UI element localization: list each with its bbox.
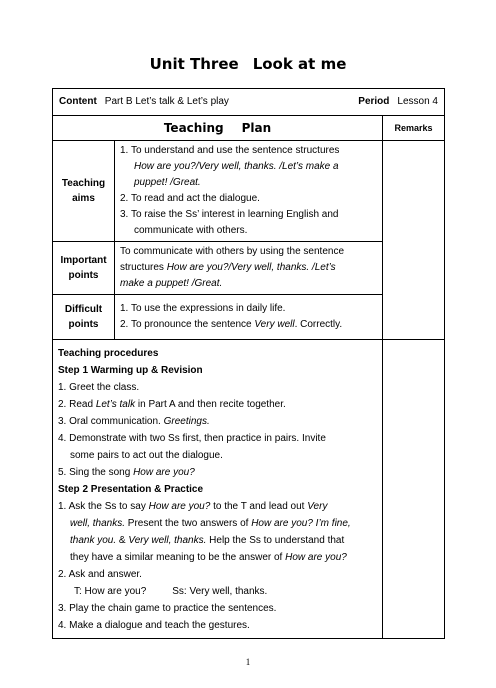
page-number: 1 — [245, 657, 251, 667]
aim-1c: puppet! /Great. — [134, 177, 201, 188]
important-line-2 — [120, 260, 378, 276]
difficult-content — [115, 295, 383, 340]
s2-1i: & — [116, 535, 129, 546]
step2-item-1c — [58, 532, 378, 549]
content-label: Content — [59, 96, 97, 107]
content-value: Part B Let’s talk & Let’s play — [104, 96, 229, 107]
title-topic: Look at me — [252, 55, 347, 73]
remarks-upper-cell — [383, 141, 445, 340]
important-line-2a: structures — [120, 262, 167, 273]
difficult-2c: . Correctly. — [294, 319, 343, 330]
aims-row — [53, 141, 445, 242]
important-line-3: make a puppet! /Great. — [120, 278, 223, 289]
period-group — [358, 94, 438, 110]
important-label-1: Important — [60, 255, 107, 266]
s1-3a: 3. Oral communication. — [58, 416, 164, 427]
aim-3a: 3. To raise the Ss’ interest in learning English and — [120, 209, 339, 220]
difficult-label-2: points — [68, 319, 99, 330]
aims-label-1: Teaching — [61, 178, 106, 189]
aim-2: 2. To read and act the dialogue. — [120, 193, 260, 204]
difficult-1: 1. To use the expressions in daily life. — [120, 303, 286, 314]
remarks-lower-cell — [383, 340, 445, 639]
s2-1l: they have a similar meaning to be the answer of — [70, 552, 286, 563]
s2-1a: 1. Ask the Ss to say — [58, 501, 149, 512]
step2-dialogue — [58, 583, 378, 600]
period-value: Lesson 4 — [397, 96, 438, 107]
s2-1h: thank you. — [70, 535, 117, 546]
step1-item-3 — [58, 413, 378, 430]
s2-1m: How are you? — [285, 552, 347, 563]
step2-item-3: 3. Play the chain game to practice the sentences. — [58, 603, 277, 614]
s2-1e: well, thanks. — [70, 518, 126, 529]
s2-1b: How are you? — [148, 501, 211, 512]
procedures-row — [53, 340, 445, 639]
step2-item-1d — [58, 549, 378, 566]
title-unit: Unit Three — [149, 55, 239, 73]
difficult-2a: 2. To pronounce the sentence — [120, 319, 255, 330]
lesson-plan-table — [52, 88, 445, 639]
teaching-plan-row — [53, 116, 445, 141]
important-line-1: To communicate with others by using the sentence — [120, 246, 345, 257]
aims-label — [53, 141, 115, 242]
s1-3b: Greetings. — [163, 416, 210, 427]
important-line-2b: How are you?/Very well, thanks. /Let’s — [166, 262, 336, 273]
s1-2b: Let’s talk — [95, 399, 136, 410]
important-content — [115, 242, 383, 295]
tp-word2: Plan — [241, 121, 272, 135]
document-title — [0, 55, 496, 73]
header-cell — [53, 89, 445, 116]
difficult-2b: Very well — [254, 319, 295, 330]
s2-1k: Help the Ss to understand that — [206, 535, 345, 546]
step2-heading: Step 2 Presentation & Practice — [58, 484, 204, 495]
procedures-heading: Teaching procedures — [58, 348, 159, 359]
step2-item-4: 4. Make a dialogue and teach the gestures. — [58, 620, 250, 631]
aim-1b: How are you?/Very well, thanks. /Let’s make a — [134, 161, 339, 172]
step1-item-4a: 4. Demonstrate with two Ss first, then practice in pairs. Invite — [58, 433, 326, 444]
step1-item-4b: some pairs to act out the dialogue. — [70, 450, 223, 461]
dialogue-students: Ss: Very well, thanks. — [172, 586, 268, 597]
s2-1g: How are you? I’m fine, — [251, 518, 351, 529]
step1-item-1: 1. Greet the class. — [58, 382, 140, 393]
aims-label-2: aims — [72, 193, 95, 204]
step2-item-1a — [58, 498, 378, 515]
step1-item-2 — [58, 396, 378, 413]
important-label — [53, 242, 115, 295]
s2-1c: to the T and lead out — [210, 501, 308, 512]
dialogue-teacher: T: How are you? — [74, 586, 147, 597]
s2-1j: Very well, thanks. — [128, 535, 207, 546]
step1-heading: Step 1 Warming up & Revision — [58, 365, 203, 376]
s1-2a: 2. Read — [58, 399, 96, 410]
step1-item-5 — [58, 464, 378, 481]
difficult-label — [53, 295, 115, 340]
header-row — [53, 89, 445, 116]
important-label-2: points — [68, 270, 99, 281]
aims-content — [115, 141, 383, 242]
s1-5b: How are you? — [133, 467, 195, 478]
step2-item-1b — [58, 515, 378, 532]
aim-1a: 1. To understand and use the sentence structures — [120, 145, 340, 156]
remarks-heading: Remarks — [383, 116, 445, 141]
s1-2c: in Part A and then recite together. — [135, 399, 286, 410]
aim-3b: communicate with others. — [134, 225, 248, 236]
difficult-label-1: Difficult — [64, 304, 103, 315]
procedures-content — [53, 340, 383, 639]
difficult-2 — [120, 317, 378, 333]
step2-item-2: 2. Ask and answer. — [58, 569, 142, 580]
s2-1d: Very — [307, 501, 328, 512]
s2-1f: Present the two answers of — [125, 518, 252, 529]
tp-word1: Teaching — [163, 121, 224, 135]
period-label: Period — [358, 96, 390, 107]
s1-5a: 5. Sing the song — [58, 467, 134, 478]
teaching-plan-heading — [53, 116, 383, 141]
